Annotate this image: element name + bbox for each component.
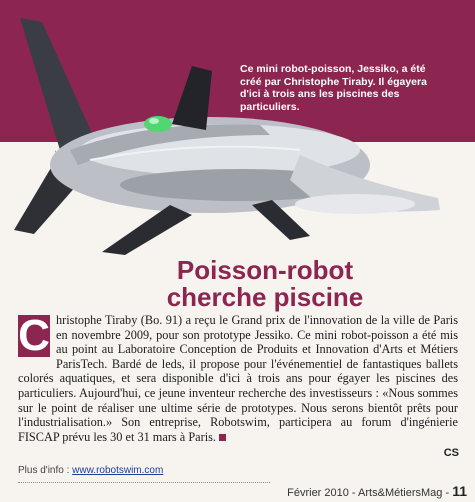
- photo-caption: Ce mini robot-poisson, Jessiko, a été créé par Christophe Tiraby. Il égayera d'ici à trois ans les piscines des particuliers.: [240, 63, 427, 113]
- more-info-label: Plus d'info :: [18, 465, 73, 476]
- drop-cap: C: [18, 311, 50, 360]
- headline-line-2: cherche piscine: [166, 282, 364, 312]
- article-headline: [100, 257, 430, 311]
- footer-text: Février 2010 - Arts&MétiersMag -: [287, 487, 453, 499]
- footer-divider: [18, 482, 270, 483]
- page-footer: [287, 483, 467, 499]
- more-info: [18, 465, 163, 476]
- website-link[interactable]: www.robotswim.com: [72, 465, 164, 476]
- author-signature: CS: [443, 447, 459, 459]
- headline-line-1: Poisson-robot: [176, 255, 354, 285]
- article-text: hristophe Tiraby (Bo. 91) a reçu le Grand prix de l'innovation de la ville de Paris en novembre 2009, pour son prototype Jessiko. Ce mini robot-poisson a été mis au point au Laboratoire Conception de Produits et Innovation d'Arts et Métiers ParisTech. Bardé de leds, il propose pour l'événementiel de fantastiques ballets colorés aquatiques, et sera disponible d'ici à trois ans pour égayer les piscines des particuliers. Aujourd'hui, ce jeune inventeur recherche des investisseurs : «Nous sommes sur le point de réaliser une ultime série de prototypes. Nous serons bientôt prêts pour l'industrialisation.» Son entreprise, Robotswim, participera au forum d'ingénierie FISCAP prévu les 30 et 31 mars à Paris.: [18, 313, 458, 444]
- end-mark-icon: [219, 434, 226, 441]
- page-number: 11: [452, 483, 467, 499]
- article-body: [18, 313, 458, 444]
